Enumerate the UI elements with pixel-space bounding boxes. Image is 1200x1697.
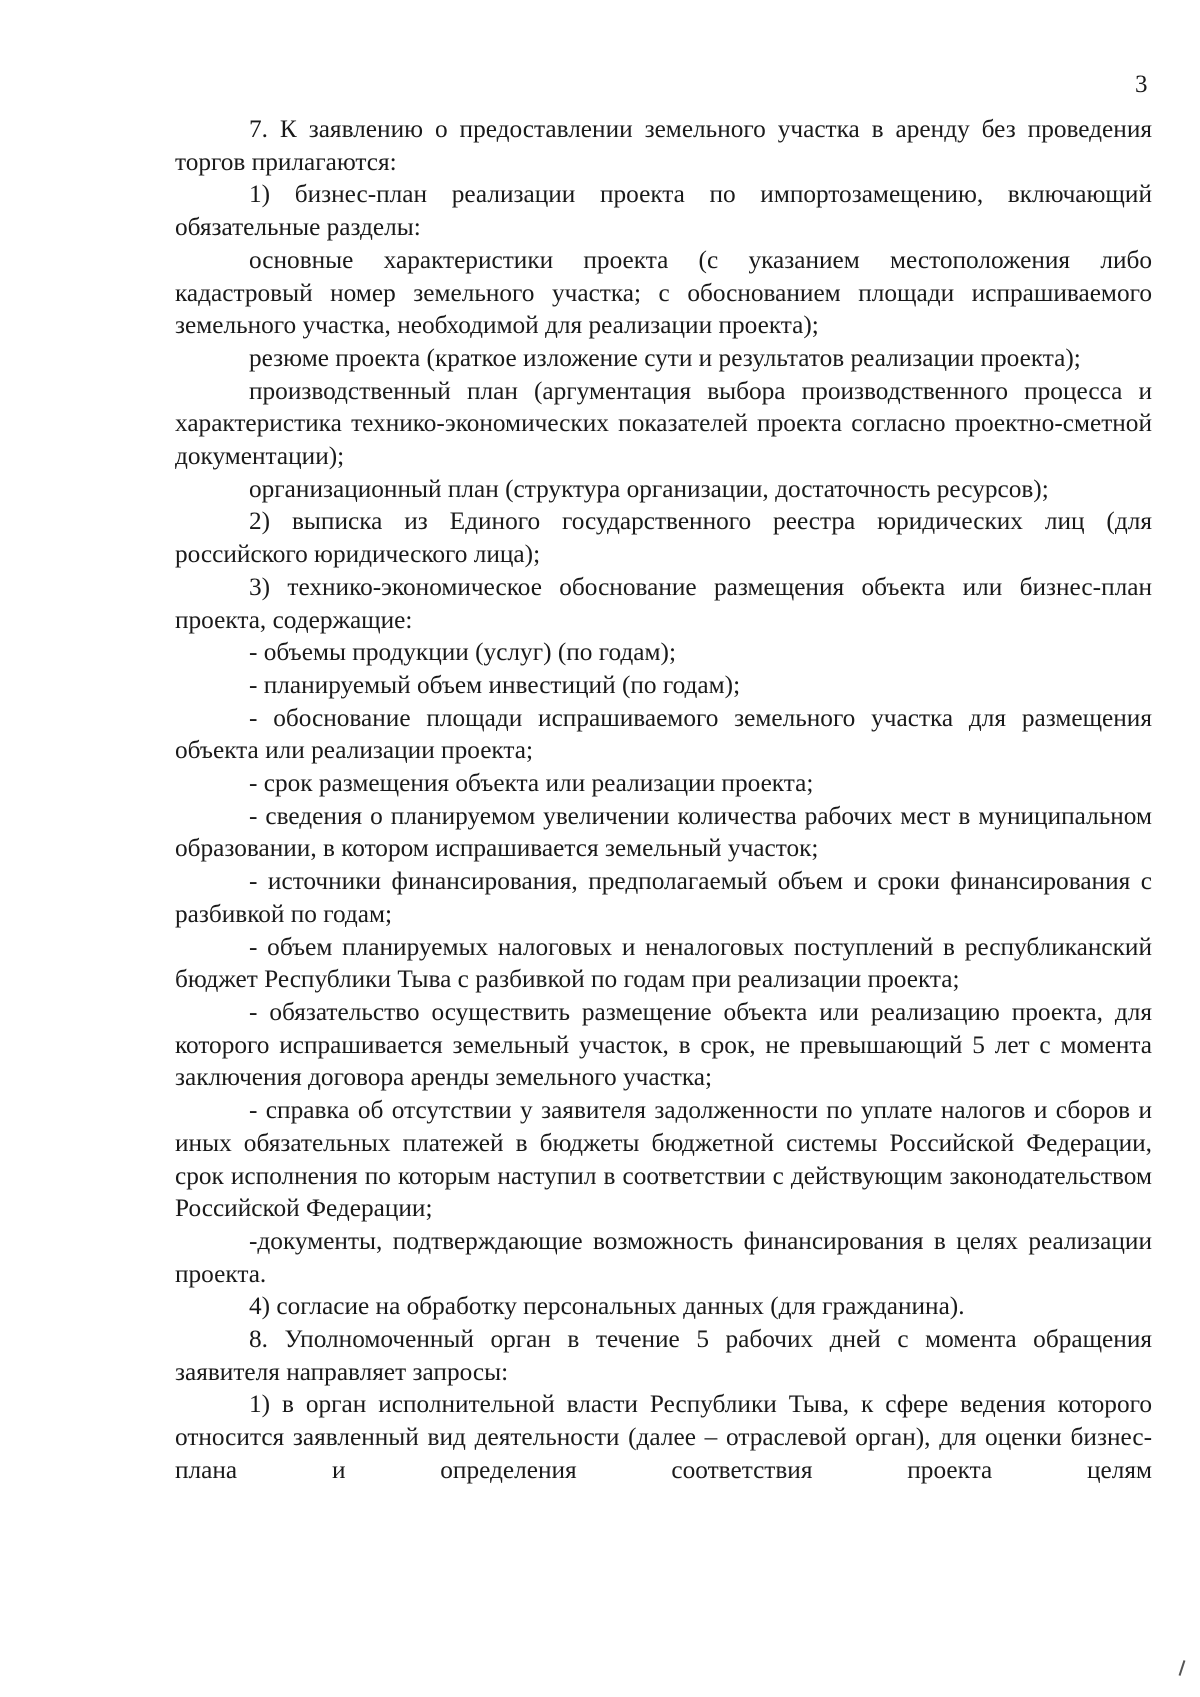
paragraph-7-3-feasibility-study: 3) технико-экономическое обоснование размещения объекта или бизнес-план проекта, содержащие: [175,572,1152,634]
paragraph-organizational-plan: организационный план (структура организации, достаточность ресурсов); [249,474,1049,503]
list-item-obligation: - обязательство осуществить размещение объекта или реализацию проекта, для которого испрашивается земельный участок, в срок, не превышающий 5 лет с момента заключения договора аренды земельного участка; [175,997,1152,1092]
paragraph-8-1-executive-body: 1) в орган исполнительной власти Республики Тыва, к сфере ведения которого относится заявленный вид деятельности (далее – отраслевой орган), для оценки бизнес-плана и определения соответствия проекта целям [175,1390,1152,1484]
document-body [175,113,1152,1487]
list-item-area-justification: - обоснование площади испрашиваемого земельного участка для размещения объекта или реализации проекта; [175,703,1152,765]
page-number: 3 [1135,71,1148,98]
list-item-debt-certificate: - справка об отсутствии у заявителя задолженности по уплате налогов и сборов и иных обязательных платежей в бюджеты бюджетной системы Российской Федерации, срок исполнения по которым наступил в соответствии с действующим законодательством Российской Федерации; [175,1096,1152,1223]
paragraph-main-characteristics: основные характеристики проекта (с указанием местоположения либо кадастровый номер земельного участка; с обоснованием площади испрашиваемого земельного участка, необходимой для реализации проекта); [175,245,1152,340]
list-item-tax-revenue: - объем планируемых налоговых и неналоговых поступлений в республиканский бюджет Республики Тыва с разбивкой по годам при реализации проекта; [175,932,1152,994]
list-item-production-volumes: - объемы продукции (услуг) (по годам); [249,638,676,667]
margin-pen-mark [1179,1660,1186,1676]
paragraph-7-2-registry-extract: 2) выписка из Единого государственного реестра юридических лиц (для российского юридического лица); [175,507,1152,569]
list-item-funding-sources: - источники финансирования, предполагаемый объем и сроки финансирования с разбивкой по годам; [175,867,1152,928]
paragraph-7-4-personal-data-consent: 4) согласие на обработку персональных данных (для гражданина). [249,1292,965,1321]
paragraph-7: 7. К заявлению о предоставлении земельного участка в аренду без проведения торгов прилагаются: [175,115,1152,176]
paragraph-8: 8. Уполномоченный орган в течение 5 рабочих дней с момента обращения заявителя направляет запросы: [175,1325,1152,1386]
list-item-jobs-increase: - сведения о планируемом увеличении количества рабочих мест в муниципальном образовании, в котором испрашивается земельный участок; [175,801,1152,863]
paragraph-production-plan: производственный план (аргументация выбора производственного процесса и характеристика технико-экономических показателей проекта согласно проектно-сметной документации); [175,376,1152,471]
list-item-deadline: - срок размещения объекта или реализации проекта; [249,769,814,798]
list-item-funding-documents: -документы, подтверждающие возможность финансирования в целях реализации проекта. [175,1226,1152,1288]
paragraph-7-1-business-plan: 1) бизнес-план реализации проекта по импортозамещению, включающий обязательные разделы: [175,180,1152,242]
paragraph-project-summary: резюме проекта (краткое изложение сути и результатов реализации проекта); [249,343,1081,372]
list-item-planned-investment: - планируемый объем инвестиций (по годам); [249,670,741,699]
